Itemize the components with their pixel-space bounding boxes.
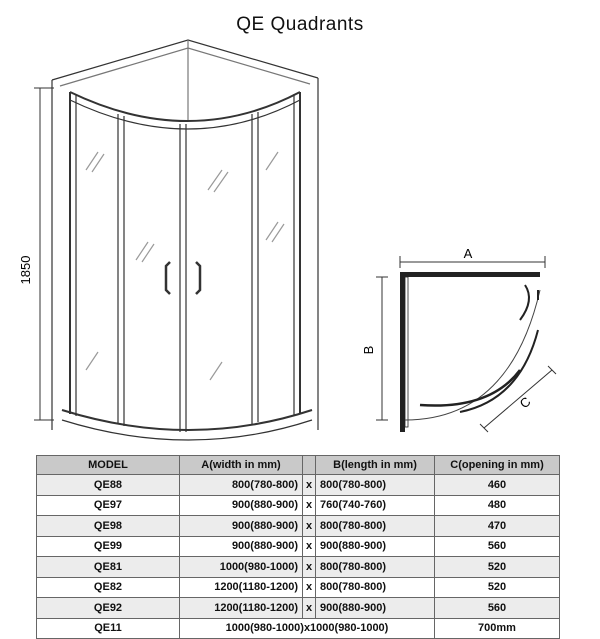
cell-b: 800(780-800) [316,577,435,598]
cell-sep: x [303,577,316,598]
cell-a: 800(780-800) [180,475,303,496]
cell-c: 560 [435,598,560,619]
table-row [37,577,560,598]
page-title: QE Quadrants [236,14,364,35]
cell-b: 900(880-900) [316,536,435,557]
enclosure-perspective [52,40,318,440]
cell-model: QE92 [37,598,180,619]
cell-a: 1200(1180-1200) [180,577,303,598]
header-a: A(width in mm) [180,456,303,475]
table-header-row [37,456,560,475]
header-c: C(opening in mm) [435,456,560,475]
dimension-a-label: A [463,246,473,261]
table-row [37,557,560,578]
cell-a: 1200(1180-1200) [180,598,303,619]
dimension-c-label: C [516,393,534,412]
header-model: MODEL [37,456,180,475]
cell-b: 800(780-800) [316,475,435,496]
cell-c: 480 [435,495,560,516]
cell-sep: x [303,475,316,496]
cell-model: QE99 [37,536,180,557]
cell-model: QE81 [37,557,180,578]
cell-sep: x [303,495,316,516]
spec-table [36,455,560,639]
cell-a: 900(880-900) [180,536,303,557]
cell-sep: x [303,557,316,578]
table-row [37,536,560,557]
cell-a: 900(880-900) [180,495,303,516]
cell-model: QE97 [37,495,180,516]
table-row [37,598,560,619]
cell-ab: 1000(980-1000)x1000(980-1000) [180,618,435,639]
cell-c: 560 [435,536,560,557]
cell-c: 470 [435,516,560,537]
plan-view [400,272,540,432]
cell-b: 800(780-800) [316,557,435,578]
table-row [37,495,560,516]
cell-sep: x [303,598,316,619]
cell-a: 900(880-900) [180,516,303,537]
cell-c: 520 [435,557,560,578]
height-dimension [34,88,54,420]
cell-model: QE88 [37,475,180,496]
cell-b: 900(880-900) [316,598,435,619]
height-label: 1850 [18,255,33,285]
cell-c: 520 [435,577,560,598]
table-row [37,516,560,537]
header-sep [303,456,316,475]
cell-model: QE11 [37,618,180,639]
table-row [37,618,560,639]
door-handles [166,262,200,294]
cell-sep: x [303,536,316,557]
cell-a: 1000(980-1000) [180,557,303,578]
header-b: B(length in mm) [316,456,435,475]
cell-b: 800(780-800) [316,516,435,537]
cell-c: 460 [435,475,560,496]
cell-b: 760(740-760) [316,495,435,516]
table-row [37,475,560,496]
cell-model: QE98 [37,516,180,537]
cell-sep: x [303,516,316,537]
dimension-b-label: B [361,345,376,355]
cell-model: QE82 [37,577,180,598]
cell-c: 700mm [435,618,560,639]
